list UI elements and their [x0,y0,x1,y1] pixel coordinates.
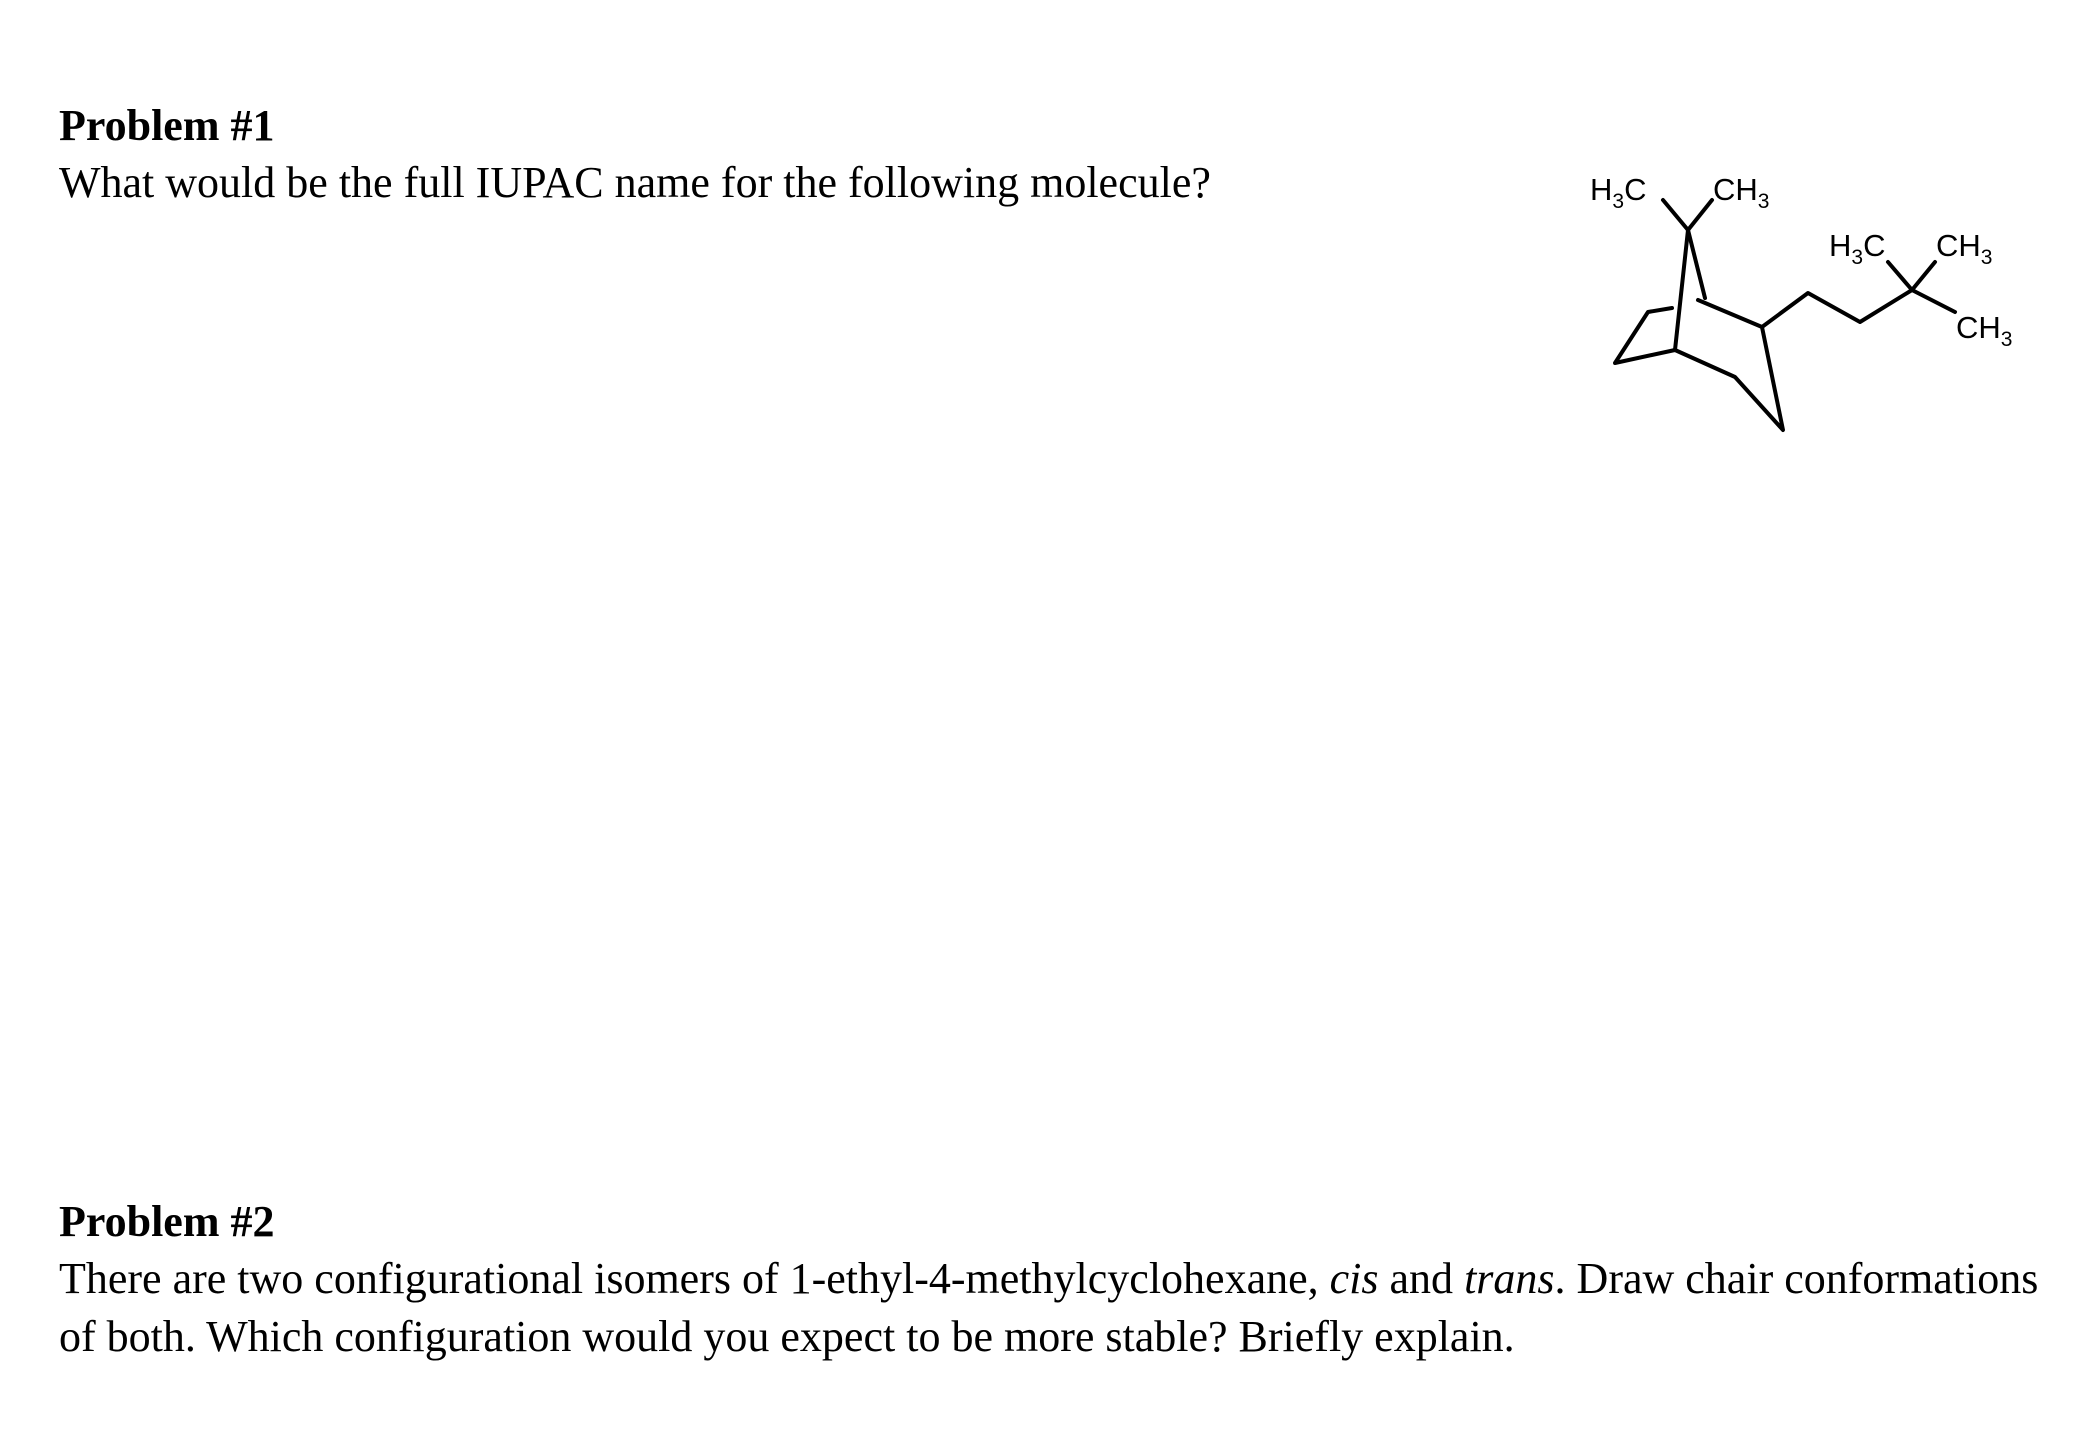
bond-bridge-to-bridgehead-left [1675,230,1688,350]
problem-2-text-part-1: There are two configurational isomers of 1-ethyl-4-methylcyclohexane, [59,1254,1330,1303]
bond-bridge-methyl-left [1663,200,1688,230]
problem-2-text-part-3: . Draw chair conformations of both. Which configuration would you expect to be more stable? Briefly explain. [59,1254,2039,1361]
problem-2-text-part-2: and [1378,1254,1465,1303]
label-bridge-methyl-left: $H_3C$ [1590,172,1647,213]
bond-bridge-methyl-right [1688,200,1712,230]
bond-tbutyl-methyl-right [1912,262,1935,290]
problem-1-question: What would be the full IUPAC name for the following molecule? [59,158,1211,207]
label-tbutyl-methyl-left: $H_3C$ [1829,228,1886,269]
molecule-bonds [1615,200,1955,430]
bond-side-chain [1762,290,1912,327]
problem-1-heading: Problem #1 [59,101,275,150]
molecule-structure-drawing [1570,160,2050,450]
problem-2-trans: trans [1464,1254,1555,1303]
label-tbutyl-methyl-lower: $CH_3$ [1956,310,2013,351]
problem-2 [59,1194,2059,1366]
bond-bridge-to-bridgehead-right [1688,230,1705,298]
label-bridge-methyl-right: $CH_3$ [1713,172,1770,213]
bond-tbutyl-methyl-lower [1912,290,1955,312]
problem-1 [59,98,1559,212]
bond-ring-lower [1675,300,1783,430]
bond-tbutyl-methyl-left [1888,262,1912,290]
label-tbutyl-methyl-right: $CH_3$ [1936,228,1993,269]
bond-small-ring-left [1615,308,1675,363]
problem-2-heading: Problem #2 [59,1197,275,1246]
problem-2-cis: cis [1329,1254,1379,1303]
problem-2-text [59,1250,2059,1366]
